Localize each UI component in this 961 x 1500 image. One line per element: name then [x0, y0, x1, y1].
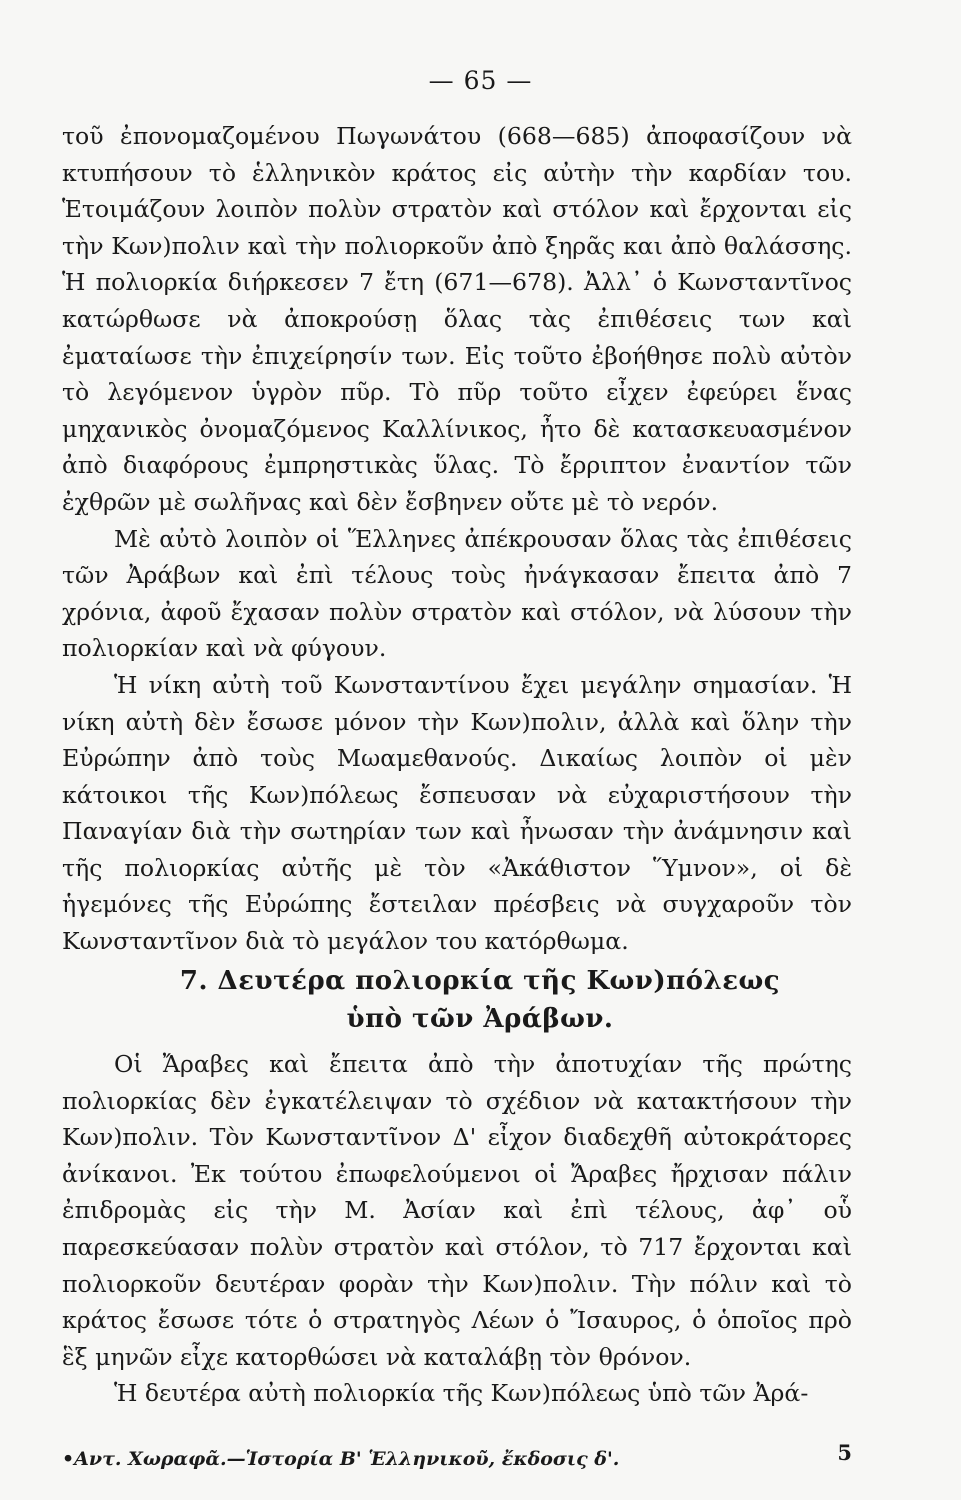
paragraph: τοῦ ἐπονομαζομένου Πωγωνάτου (668—685) ἀποφασίζουν νὰ κτυπήσουν τὸ ἑλληνικὸν κράτος εἰς αὐτὴν τὴν καρδίαν του. Ἑτοιμάζουν λοιπὸν πολὺν στρατὸν καὶ στόλον καὶ ἔρχονται εἰς τὴν Κων)πολιν καὶ τὴν πολιορκοῦν ἀπὸ ξηρᾶς και ἀπὸ θαλάσσης. Ἡ πολιορκία διήρκεσεν 7 ἔτη (671—678). Ἀλλ᾿ ὁ Κωνσταντῖνος κατώρθωσε νὰ ἀποκρούσῃ ὅλας τὰς ἐπιθέσεις των καὶ ἐματαίωσε τὴν ἐπιχείρησίν των. Εἰς τοῦτο ἐβοήθησε πολὺ αὐτὸν τὸ λεγόμενον ὑγρὸν πῦρ. Τὸ πῦρ τοῦτο εἶχεν ἐφεύρει ἕνας μηχανικὸς ὀνομαζόμενος Καλλίνικος, ἦτο δὲ κατασκευασμένον ἀπὸ διαφόρους ἐμπρηστικὰς ὕλας. Τὸ ἔρριπτον ἐναντίον τῶν ἐχθρῶν μὲ σωλῆνας καὶ δὲν ἔσβηνεν οὔτε μὲ τὸ νερόν.	[62, 122, 852, 516]
page-number: — 65 —	[428, 66, 533, 95]
signature-mark: 5	[837, 1440, 852, 1465]
section-text-block	[62, 1046, 852, 1412]
section-heading	[60, 962, 900, 1038]
footer-citation: •Αντ. Χωραφᾶ.—Ἱστορία Β' Ἑλληνικοῦ, ἔκδοσις δ'.	[62, 1448, 620, 1470]
paragraph: Ἡ δευτέρα αὐτὴ πολιορκία τῆς Κων)πόλεως ὑπὸ τῶν Ἀρά-	[114, 1379, 809, 1408]
paragraph: Μὲ αὐτὸ λοιπὸν οἱ Ἕλληνες ἀπέκρουσαν ὅλας τὰς ἐπιθέσεις τῶν Ἀράβων καὶ ἐπὶ τέλους τοὺς ἠνάγκασαν ἔπειτα ἀπὸ 7 χρόνια, ἀφοῦ ἔχασαν πολὺν στρατὸν καὶ στόλον, νὰ λύσουν τὴν πολιορκίαν καὶ νὰ φύγουν.	[62, 524, 852, 663]
section-heading-line: 7. Δευτέρα πολιορκία τῆς Κων)πόλεως	[179, 966, 781, 996]
section-heading-line: ὑπὸ τῶν Ἀράβων.	[346, 1004, 614, 1034]
paragraph: Οἱ Ἄραβες καὶ ἔπειτα ἀπὸ τὴν ἀποτυχίαν τῆς πρώτης πολιορκίας δὲν ἐγκατέλειψαν τὸ σχέδιον νὰ κατακτήσουν τὴν Κων)πολιν. Τὸν Κωνσταντῖνον Δ' εἶχον διαδεχθῆ αὐτοκράτορες ἀνίκανοι. Ἐκ τούτου ἐπωφελούμενοι οἱ Ἄραβες ἤρχισαν πάλιν ἐπιδρομὰς εἰς τὴν Μ. Ἀσίαν καὶ ἐπὶ τέλους, ἀφ᾿ οὗ παρεσκεύασαν πολὺν στρατὸν καὶ στόλον, τὸ 717 ἔρχονται καὶ πολιορκοῦν δευτέραν φορὰν τὴν Κων)πολιν. Τὴν πόλιν καὶ τὸ κράτος ἔσωσε τότε ὁ στρατηγὸς Λέων ὁ Ἴσαυρος, ὁ ὁποῖος πρὸ ἓξ μηνῶν εἶχε κατορθώσει νὰ καταλάβῃ τὸν θρόνον.	[62, 1050, 852, 1371]
main-text-block	[62, 118, 852, 960]
page-footer	[62, 1440, 852, 1470]
paragraph: Ἡ νίκη αὐτὴ τοῦ Κωνσταντίνου ἔχει μεγάλην σημασίαν. Ἡ νίκη αὐτὴ δὲν ἔσωσε μόνον τὴν Κων)πολιν, ἀλλὰ καὶ ὅλην τὴν Εὐρώπην ἀπὸ τοὺς Μωαμεθανούς. Δικαίως λοιπὸν οἱ μὲν κάτοικοι τῆς Κων)πόλεως ἔσπευσαν νὰ εὐχαριστήσουν τὴν Παναγίαν διὰ τὴν σωτηρίαν των καὶ ἦνωσαν τὴν ἀνάμνησιν καὶ τῆς πολιορκίας αὐτῆς μὲ τὸν «Ἀκάθιστον Ὕμνον», οἱ δὲ ἡγεμόνες τῆς Εὐρώπης ἔστειλαν πρέσβεις νὰ συγχαροῦν τὸν Κωνσταντῖνον διὰ τὸ μεγάλον του κατόρθωμα.	[62, 670, 852, 956]
